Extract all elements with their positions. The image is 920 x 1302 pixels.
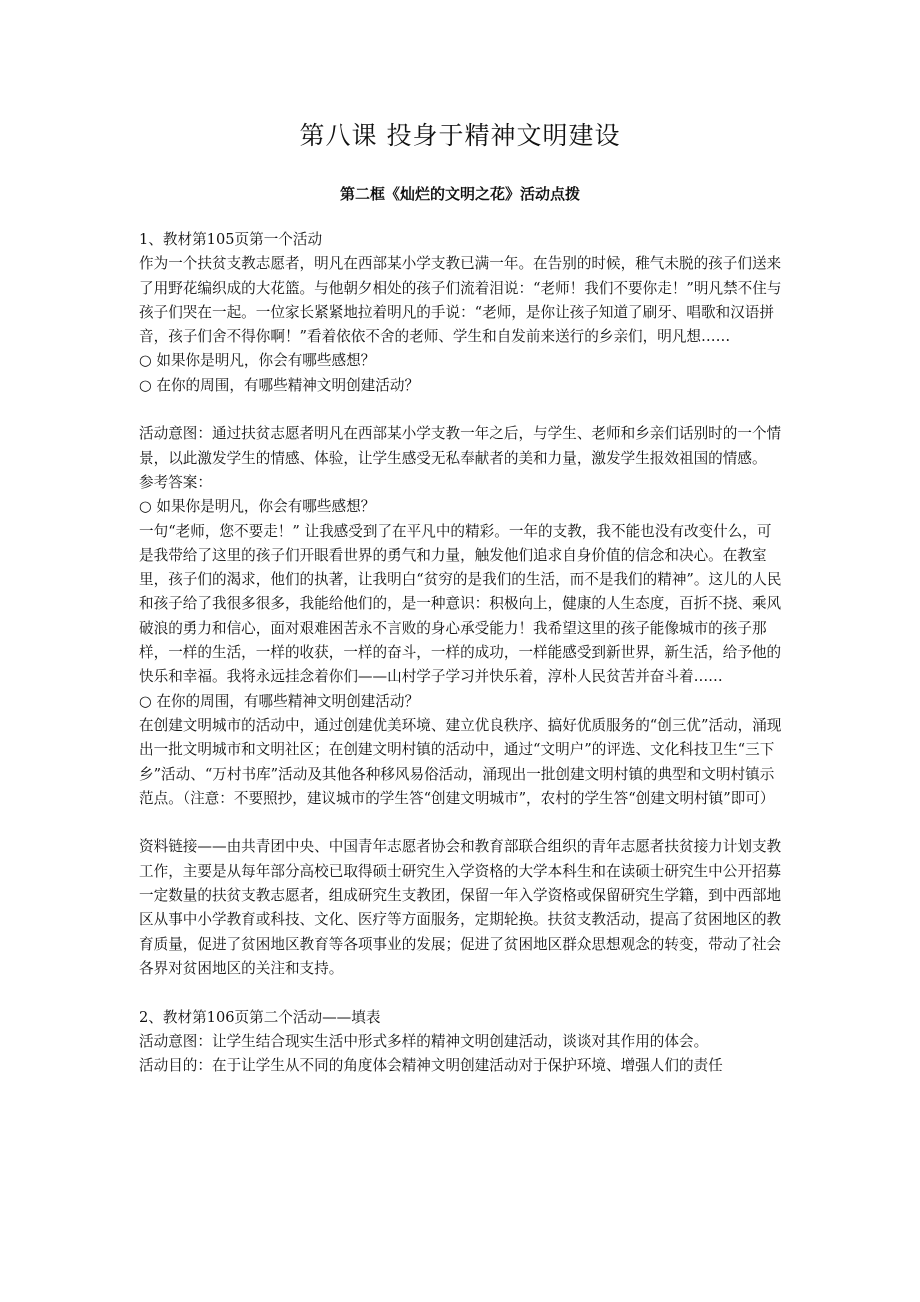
question-item: ○ 如果你是明凡，你会有哪些感想？ [139, 352, 376, 370]
body-text [139, 228, 784, 1078]
activity-heading-2: 2、教材第106页第二个活动——填表 [139, 1008, 381, 1026]
activity-heading-1: 1、教材第105页第一个活动 [139, 231, 323, 248]
question-item: ○ 在你的周围，有哪些精神文明创建活动？ [139, 376, 420, 394]
page-title: 第八课 投身于精神文明建设 [299, 121, 621, 150]
activity-purpose-paragraph: 活动目的：在于让学生从不同的角度体会精神文明创建活动对于保护环境、增强人们的责任 [139, 1057, 723, 1075]
question-item: ○ 在你的周围，有哪些精神文明创建活动？ [139, 692, 420, 710]
question-item: ○ 如果你是明凡，你会有哪些感想？ [139, 498, 376, 516]
answer-paragraph: 一句“老师，您不要走！” 让我感受到了在平凡中的精彩。一年的支教，我不能也没有改变什么，可是我带给了这里的孩子们开眼看世界的勇气和力量，触发他们追求自身价值的信念和决心。在教室里，孩子们的渴求，他们的执著，让我明白“贫穷的是我们的生活，而不是我们的精神”。这儿的人民和孩子给了我很多很多，我能给他们的，是一种意识：积极向上，健康的人生态度，百折不挠、乘风破浪的勇力和信心，面对艰难困苦永不言败的身心承受能力！我希望这里的孩子能像城市的孩子那样，一样的生活，一样的收获，一样的奋斗，一样的成功，一样能感受到新世界，新生活，给予他的快乐和幸福。我将永远挂念着你们——山村学子学习并快乐着，淳朴人民贫苦并奋斗着…… [139, 522, 782, 686]
story-paragraph: 作为一个扶贫支教志愿者，明凡在西部某小学支教已满一年。在告别的时候，稚气未脱的孩子们送来了用野花编织成的大花篮。与他朝夕相处的孩子们流着泪说：“老师！我们不要你走！”明凡禁不住与孩子们哭在一起。一位家长紧紧地拉着明凡的手说：“老师，是你让孩子知道了刷牙、唱歌和汉语拼音，孩子们舍不得你啊！”看着依依不舍的老师、学生和自发前来送行的乡亲们，明凡想…… [139, 255, 782, 346]
activity-intent-paragraph: 活动意图：让学生结合现实生活中形式多样的精神文明创建活动，谈谈对其作用的体会。 [139, 1032, 709, 1050]
answer-paragraph: 在创建文明城市的活动中，通过创建优美环境、建立优良秩序、搞好优质服务的“创三优”活动，涌现出一批文明城市和文明社区；在创建文明村镇的活动中，通过“文明户”的评选、文化科技卫生“三下乡”活动、“万村书库”活动及其他各种移风易俗活动，涌现出一批创建文明村镇的典型和文明村镇示范点。（注意：不要照抄，建议城市的学生答“创建文明城市”，农村的学生答“创建文明村镇”即可） [139, 716, 782, 807]
page-subtitle: 第二框《灿烂的文明之花》活动点拨 [339, 185, 580, 203]
activity-intent-paragraph: 活动意图：通过扶贫志愿者明凡在西部某小学支教一年之后，与学生、老师和乡亲们话别时的一个情景，以此激发学生的情感、体验，让学生感受无私奉献者的美和力量，激发学生报效祖国的情感。 [139, 425, 782, 467]
resource-link-paragraph: 资料链接——由共青团中央、中国青年志愿者协会和教育部联合组织的青年志愿者扶贫接力计划支教工作，主要是从每年部分高校已取得硕士研究生入学资格的大学本科生和在读硕士研究生中公开招募一定数量的扶贫支教志愿者，组成研究生支教团，保留一年入学资格或保留研究生学籍，到中西部地区从事中小学教育或科技、文化、医疗等方面服务，定期轮换。扶贫支教活动，提高了贫困地区的教育质量，促进了贫困地区教育等各项事业的发展；促进了贫困地区群众思想观念的转变，带动了社会各界对贫困地区的关注和支持。 [139, 838, 782, 977]
reference-answer-label: 参考答案： [139, 473, 212, 491]
